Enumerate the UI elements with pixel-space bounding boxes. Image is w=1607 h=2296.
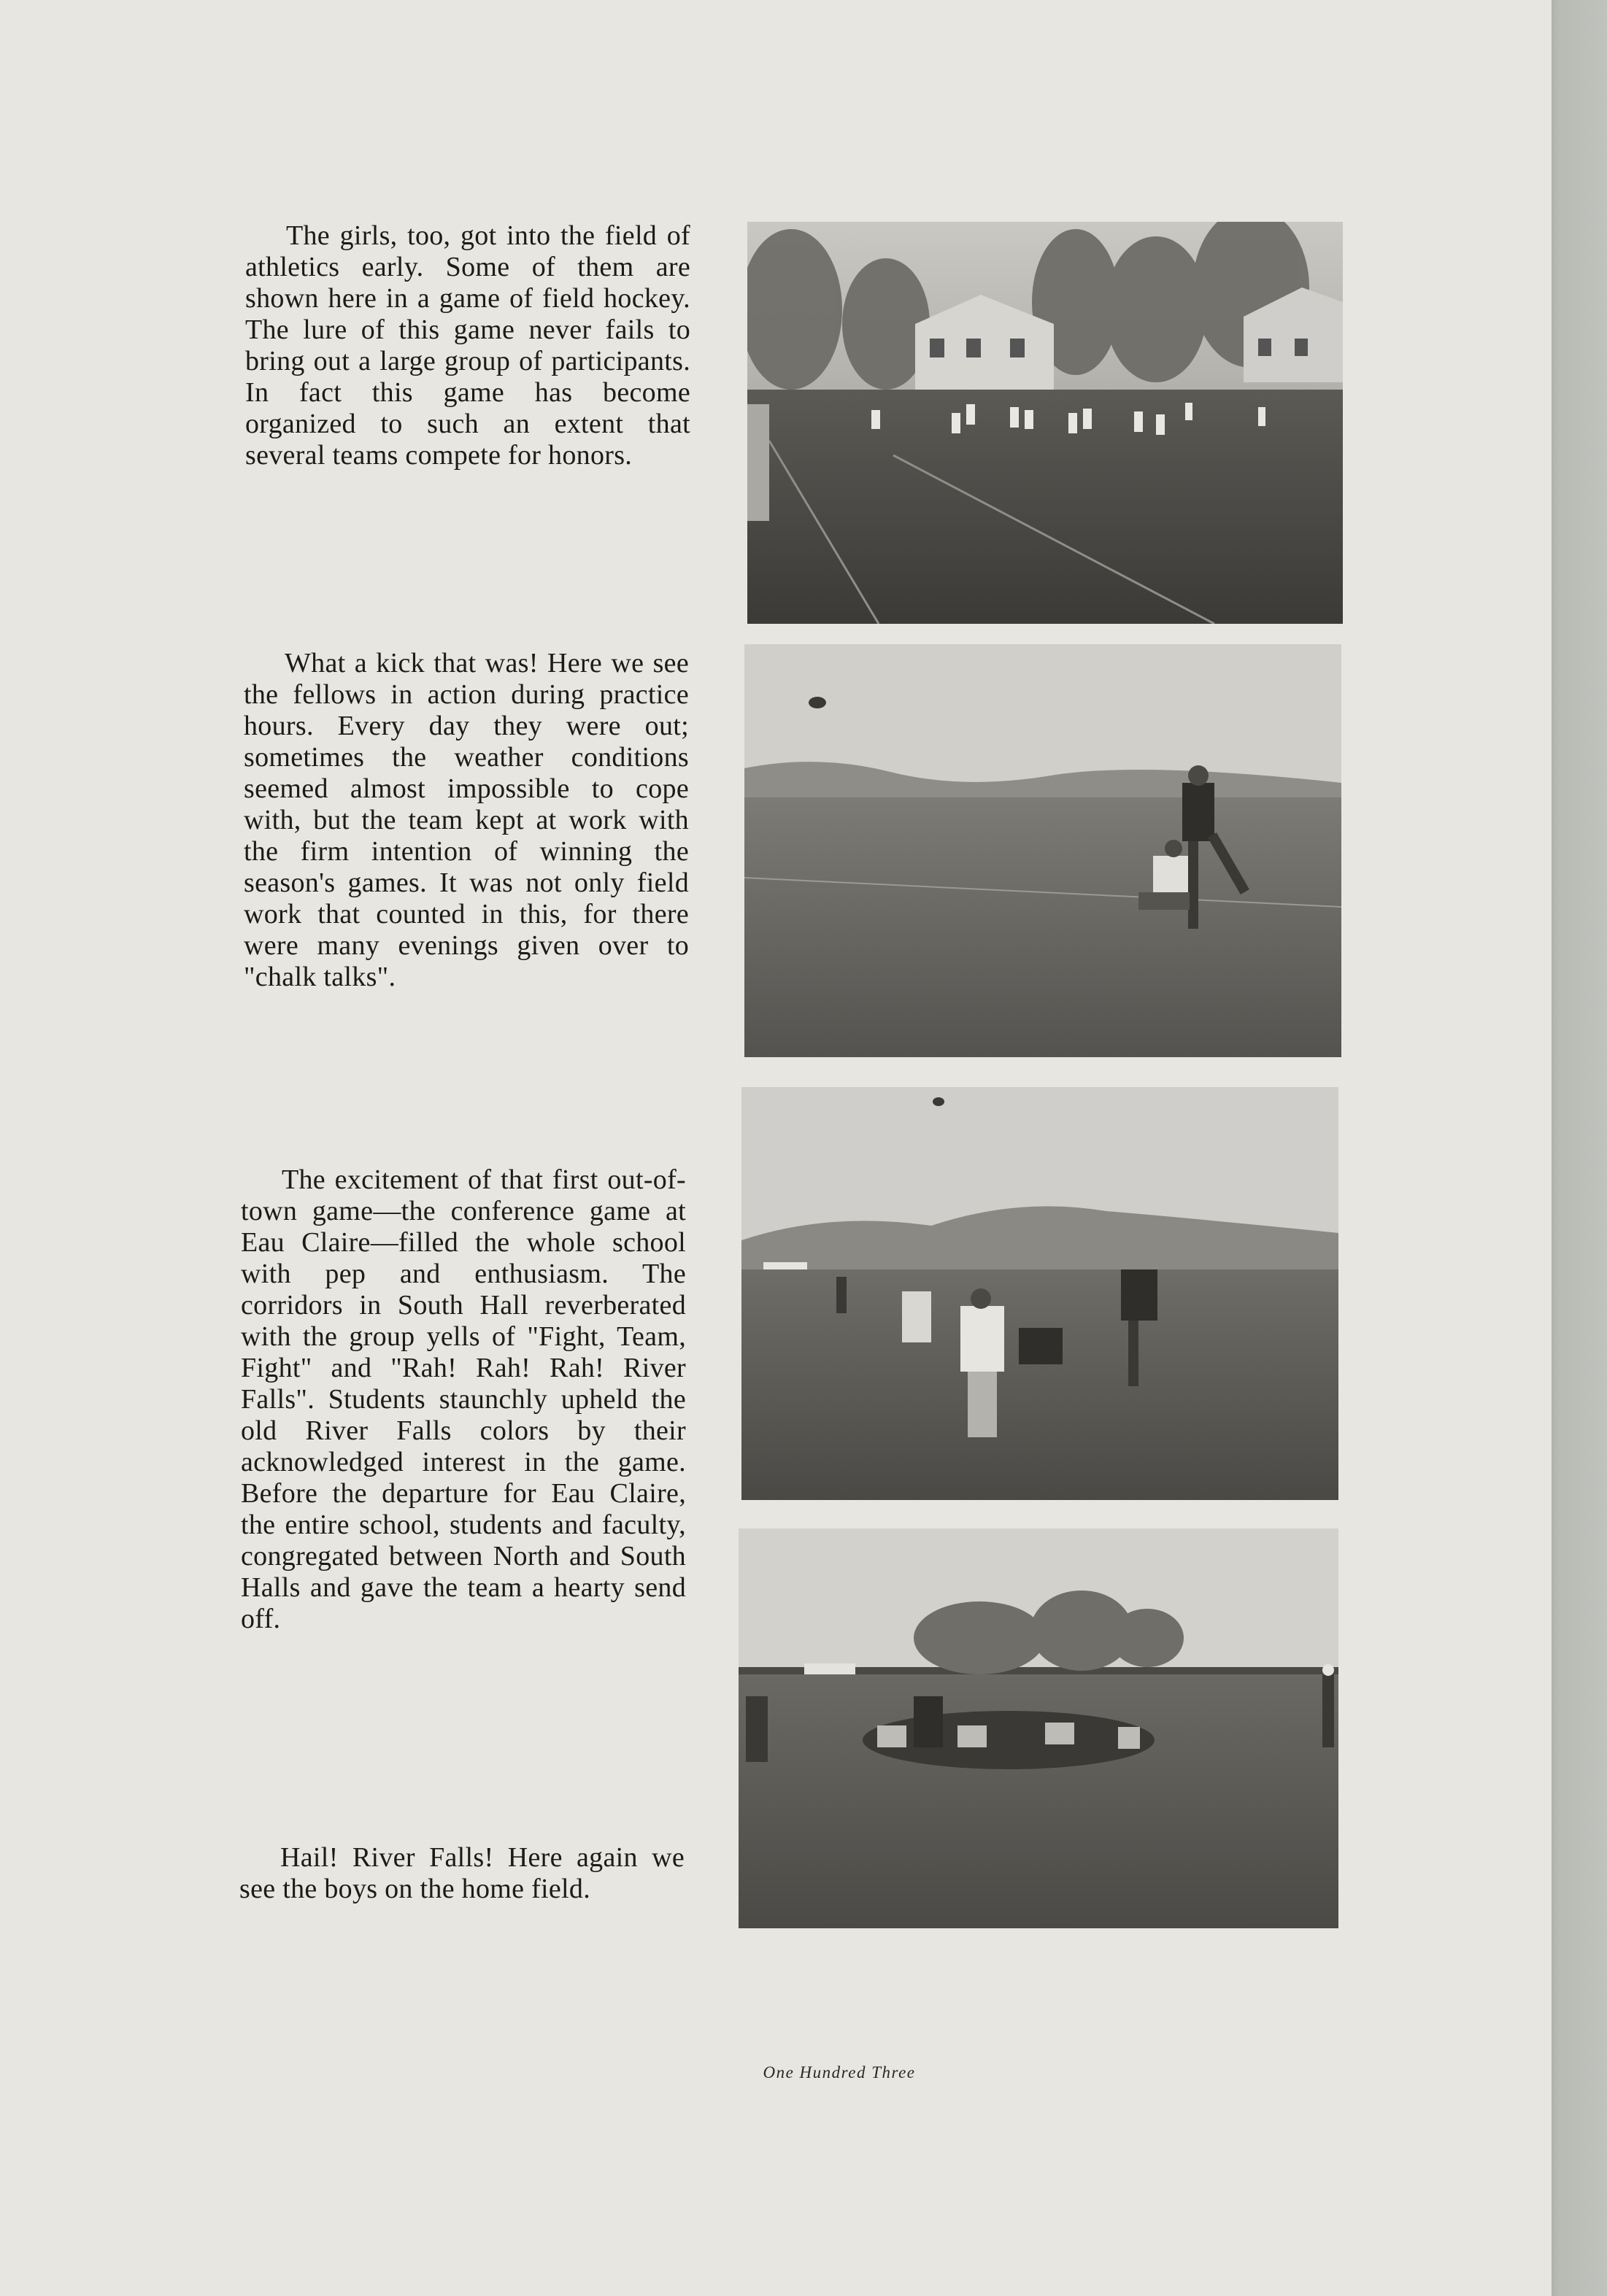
kickoff-game-photo <box>741 1087 1338 1500</box>
page-number: One Hundred Three <box>763 2063 916 2082</box>
field-hockey-caption: The girls, too, got into the field of athletics early. Some of them are shown here in a game of field hockey. The lure of this game never fails to bring out a large group of participants. In fact this game has become organized to such an extent that several teams compete for honors. <box>245 220 690 471</box>
practice-kick-photo <box>744 644 1341 1057</box>
eau-claire-game-caption: The excitement of that first out-of-town game—the conference game at Eau Claire—filled the whole school with pep and enthusiasm. The corridors in South Hall reverberated with the group yells of "Fight, Team, Fight" and "Rah! Rah! Rah! River Falls". Students staunchly upheld the old River Falls colors by their acknowledged interest in the game. Before the departure for Eau Claire, the entire school, students and faculty, congregated between North and South Halls and gave the team a hearty send off. <box>241 1164 686 1634</box>
page-edge-shadow <box>1552 0 1607 2296</box>
home-field-scrimmage-photo <box>739 1528 1338 1928</box>
home-field-caption: Hail! River Falls! Here again we see the boys on the home field. <box>239 1842 685 1904</box>
practice-kick-caption: What a kick that was! Here we see the fellows in action during practice hours. Every day they were out; sometimes the weather conditions seemed almost impossible to cope with, but the team kept at work with the firm intention of winning the season's games. It was not only field work that counted in this, for there were many evenings given over to "chalk talks". <box>244 648 689 992</box>
field-hockey-photo <box>747 222 1343 624</box>
